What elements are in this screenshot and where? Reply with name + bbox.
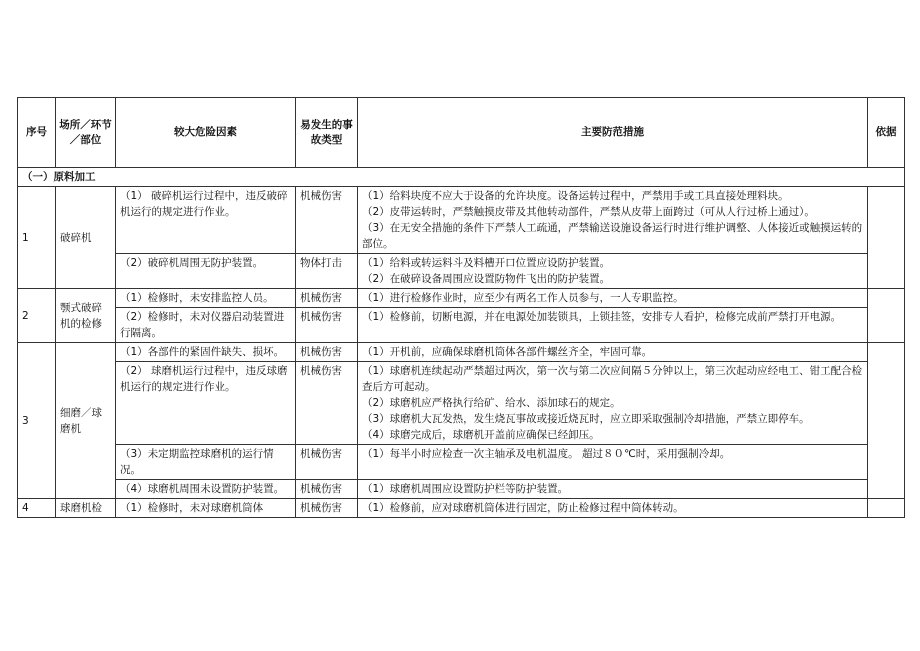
hazard-cell: （2）破碎机周围无防护装置。 xyxy=(116,254,296,289)
measure-item: （2）球磨机应严格执行给矿、给水、添加球石的规定。 xyxy=(362,397,621,409)
measure-item: （2）在破碎设备周围应设置防物件飞出的防护装置。 xyxy=(362,273,611,285)
accident-cell: 机械伤害 xyxy=(296,308,358,343)
measures-cell xyxy=(358,445,868,480)
measure-item: （1）每半小时应检查一次主轴承及电机温度。 超过８０℃时，采用强制冷却。 xyxy=(362,448,731,460)
measures-cell xyxy=(358,187,868,254)
accident-cell: 机械伤害 xyxy=(296,289,358,308)
section-title: （一）原料加工 xyxy=(18,168,905,187)
measure-item: （1）检修前，切断电源，并在电源处加装锁具，上锁挂签，安排专人看护，检修完成前严禁打开电源。 xyxy=(362,311,842,323)
accident-cell: 机械伤害 xyxy=(296,187,358,254)
row-place: 球磨机检 xyxy=(56,499,116,518)
measure-item: （4）球磨完成后，球磨机开盖前应确保已经卸压。 xyxy=(362,429,600,441)
measure-item: （1）给料或转运料斗及料槽开口位置应设防护装置。 xyxy=(362,257,611,269)
row-place: 细磨／球磨机 xyxy=(56,343,116,499)
table-row xyxy=(18,480,905,499)
hazard-cell: （1）检修时，未对球磨机筒体 xyxy=(116,499,296,518)
measure-item: （1）球磨机连续起动严禁超过两次，第一次与第二次应间隔５分钟以上，第三次起动应经电工、钳工配合检查后方可起动。 xyxy=(362,365,863,393)
table-row xyxy=(18,289,905,308)
hazard-cell: （2） 球磨机运行过程中，违反球磨机运行的规定进行作业。 xyxy=(116,362,296,445)
measures-cell xyxy=(358,254,868,289)
measures-cell xyxy=(358,480,868,499)
header-measures: 主要防范措施 xyxy=(358,98,868,168)
measure-item: （1）检修前，应对球磨机筒体进行固定，防止检修过程中筒体转动。 xyxy=(362,502,684,514)
basis-cell xyxy=(868,289,905,343)
section-row xyxy=(18,168,905,187)
table-row xyxy=(18,499,905,518)
measures-cell xyxy=(358,289,868,308)
measures-cell xyxy=(358,362,868,445)
header-place: 场所／环节／部位 xyxy=(56,98,116,168)
measure-item: （1）进行检修作业时，应至少有两名工作人员参与，一人专职监控。 xyxy=(362,292,684,304)
header-seq: 序号 xyxy=(18,98,56,168)
table-row xyxy=(18,187,905,254)
basis-cell xyxy=(868,343,905,499)
hazard-cell: （1）各部件的紧固件缺失、损坏。 xyxy=(116,343,296,362)
header-hazard: 较大危险因素 xyxy=(116,98,296,168)
accident-cell: 机械伤害 xyxy=(296,445,358,480)
hazard-cell: （2）检修时，未对仪器启动装置进行隔离。 xyxy=(116,308,296,343)
header-basis: 依据 xyxy=(868,98,905,168)
table-row xyxy=(18,362,905,445)
measures-cell xyxy=(358,499,868,518)
measure-item: （1）球磨机周围应设置防护栏等防护装置。 xyxy=(362,483,569,495)
header-row xyxy=(18,98,905,168)
row-place: 颚式破碎机的检修 xyxy=(56,289,116,343)
hazard-cell: （4）球磨机周围未设置防护装置。 xyxy=(116,480,296,499)
measure-item: （3）在无安全措施的条件下严禁人工疏通，严禁输送设施设备运行时进行维护调整、人体接近或触摸运转的部位。 xyxy=(362,222,863,250)
accident-cell: 机械伤害 xyxy=(296,480,358,499)
header-accident: 易发生的事故类型 xyxy=(296,98,358,168)
basis-cell xyxy=(868,499,905,518)
table-row xyxy=(18,343,905,362)
accident-cell: 机械伤害 xyxy=(296,362,358,445)
row-seq: 2 xyxy=(18,289,56,343)
table-row xyxy=(18,308,905,343)
accident-cell: 机械伤害 xyxy=(296,343,358,362)
measure-item: （2）皮带运转时，严禁触摸皮带及其他转动部件，严禁从皮带上面跨过（可从人行过桥上通过）。 xyxy=(362,206,815,218)
measure-item: （3）球磨机大瓦发热，发生烧瓦事故或接近烧瓦时，应立即采取强制冷却措施，严禁立即停车。 xyxy=(362,413,810,425)
table-row xyxy=(18,445,905,480)
measure-item: （1）给料块度不应大于设备的允许块度。设备运转过程中，严禁用手或工具直接处理料块。 xyxy=(362,190,789,202)
hazard-cell: （1）检修时，未安排监控人员。 xyxy=(116,289,296,308)
hazard-cell: （1） 破碎机运行过程中，违反破碎机运行的规定进行作业。 xyxy=(116,187,296,254)
accident-cell: 物体打击 xyxy=(296,254,358,289)
hazard-cell: （3）未定期监控球磨机的运行情况。 xyxy=(116,445,296,480)
measures-cell xyxy=(358,308,868,343)
accident-cell: 机械伤害 xyxy=(296,499,358,518)
row-place: 破碎机 xyxy=(56,187,116,289)
measures-cell xyxy=(358,343,868,362)
row-seq: 3 xyxy=(18,343,56,499)
hazard-table xyxy=(17,97,905,518)
measure-item: （1）开机前，应确保球磨机筒体各部件螺丝齐全，牢固可靠。 xyxy=(362,346,653,358)
row-seq: 1 xyxy=(18,187,56,289)
basis-cell xyxy=(868,187,905,289)
row-seq: 4 xyxy=(18,499,56,518)
table-row xyxy=(18,254,905,289)
